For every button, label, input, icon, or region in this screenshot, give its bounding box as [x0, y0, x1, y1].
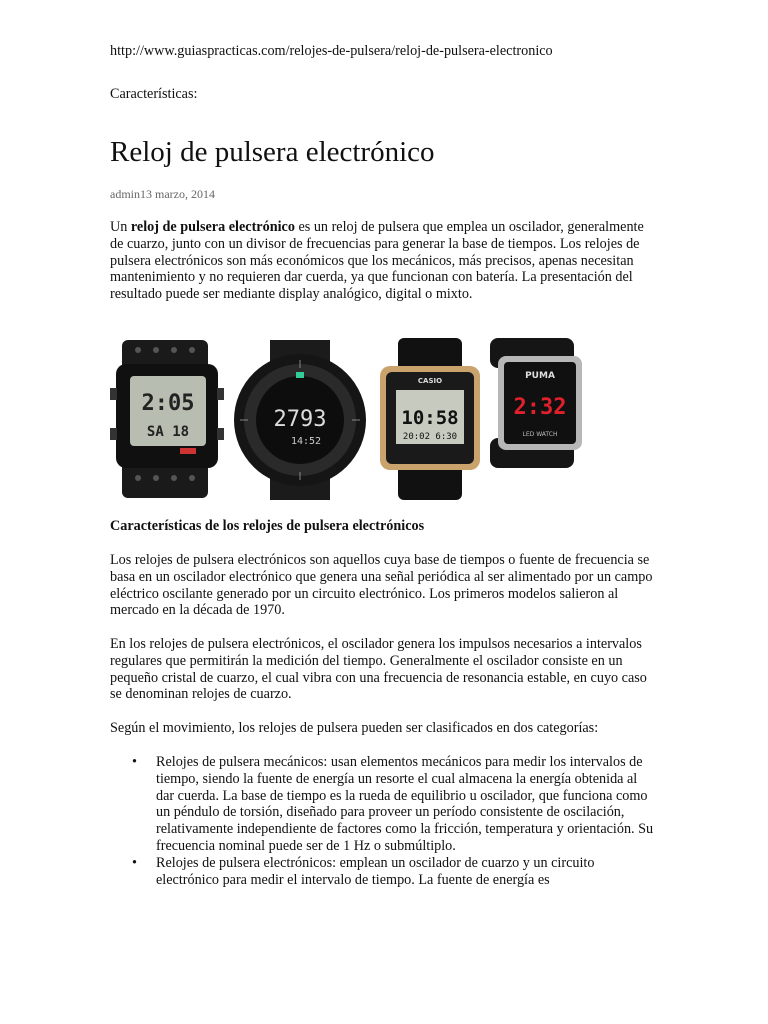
watch-4-brand: PUMA [525, 371, 555, 381]
watch-4-label: LED WATCH [522, 431, 558, 438]
bullet-icon: • [132, 854, 137, 871]
bullet-icon: • [132, 754, 137, 770]
section-heading: Características de los relojes de pulsera electrónicos [110, 518, 425, 534]
section-label: Características: [110, 86, 198, 102]
watch-3-time: 10:58 [401, 407, 459, 429]
paragraph-1: Los relojes de pulsera electrónicos son aquellos cuya base de tiempos o fuente de frecuencia se basa en un oscilador electrónico que genera una señal periódica al ser alimentado por un campo eléctrico oscilante generado por un circuito electrónico. Los primeros modelos salieron al mercado en la década de 1970. [110, 552, 653, 619]
byline: admin13 marzo, 2014 [110, 187, 215, 201]
watch-3-brand: CASIO [417, 377, 443, 385]
paragraph-3: Según el movimiento, los relojes de pulsera pueden ser clasificados en dos categorías: [110, 720, 599, 736]
watches-image [110, 338, 608, 500]
source-url[interactable]: http://www.guiaspracticas.com/relojes-de-pulsera/reloj-de-pulsera-electronico [110, 43, 553, 59]
intro-paragraph [110, 219, 658, 303]
watch-4-display: 2:32 [513, 395, 567, 420]
watch-2-display: 2793 [273, 407, 327, 432]
watch-casio-gold [374, 338, 486, 500]
list-item-text: Relojes de pulsera mecánicos: usan elementos mecánicos para medir los intervalos de tiempo, siendo la fuente de energía un resorte el cual almacena la energía obtenida al dar cuerda. La base de tiempo es la rueda de equilibrio u oscilador, que funciona como un péndulo de torsión, diseñado para proveer un período consistente de oscilación, relativamente independiente de factores como la fricción, temperatura y orientación. Su frecuencia nominal puede ser de 1 Hz o submúltiplo. [156, 754, 654, 854]
intro-prefix: Un [110, 219, 131, 235]
watch-suunto-round [230, 340, 370, 500]
paragraph-2: En los relojes de pulsera electrónicos, el oscilador genera los impulsos necesarios a intervalos regulares que permitirán la medición del tiempo. Generalmente el oscilador consiste en un pequeño cristal de cuarzo, el cual vibra con una frecuencia de resonancia estable, en cuyo caso se denominan relojes de cuarzo. [110, 636, 647, 703]
list-item [110, 855, 658, 889]
intro-bold: reloj de pulsera electrónico [130, 219, 295, 235]
category-list [110, 754, 658, 888]
watch-3-sub: 20:02 6:30 [402, 432, 458, 442]
page-title: Reloj de pulsera electrónico [110, 136, 435, 168]
list-item-text: Relojes de pulsera electrónicos: emplean un oscilador de cuarzo y un circuito electrónico para medir el intervalo de tiempo. La fuente de energía es [156, 854, 595, 888]
intro-rest: es un reloj de pulsera que emplea un oscilador, generalmente de cuarzo, junto con un divisor de frecuencias para generar la base de tiempos. Los relojes de pulsera electrónicos son más económicos que los mecánicos, más precisos, apenas necesitan mantenimiento y no requieren dar cuerda, ya que funcionan con batería. La presentación del resultado puede ser mediante display analógico, digital o mixto. [110, 219, 644, 303]
watch-2-sub: 14:52 [290, 436, 322, 447]
watch-puma-led [488, 338, 592, 468]
list-item [110, 754, 658, 855]
watch-1-time: 2:05 [141, 391, 195, 416]
watch-casio-square [110, 338, 224, 500]
watch-1-date: SA 18 [146, 424, 190, 440]
